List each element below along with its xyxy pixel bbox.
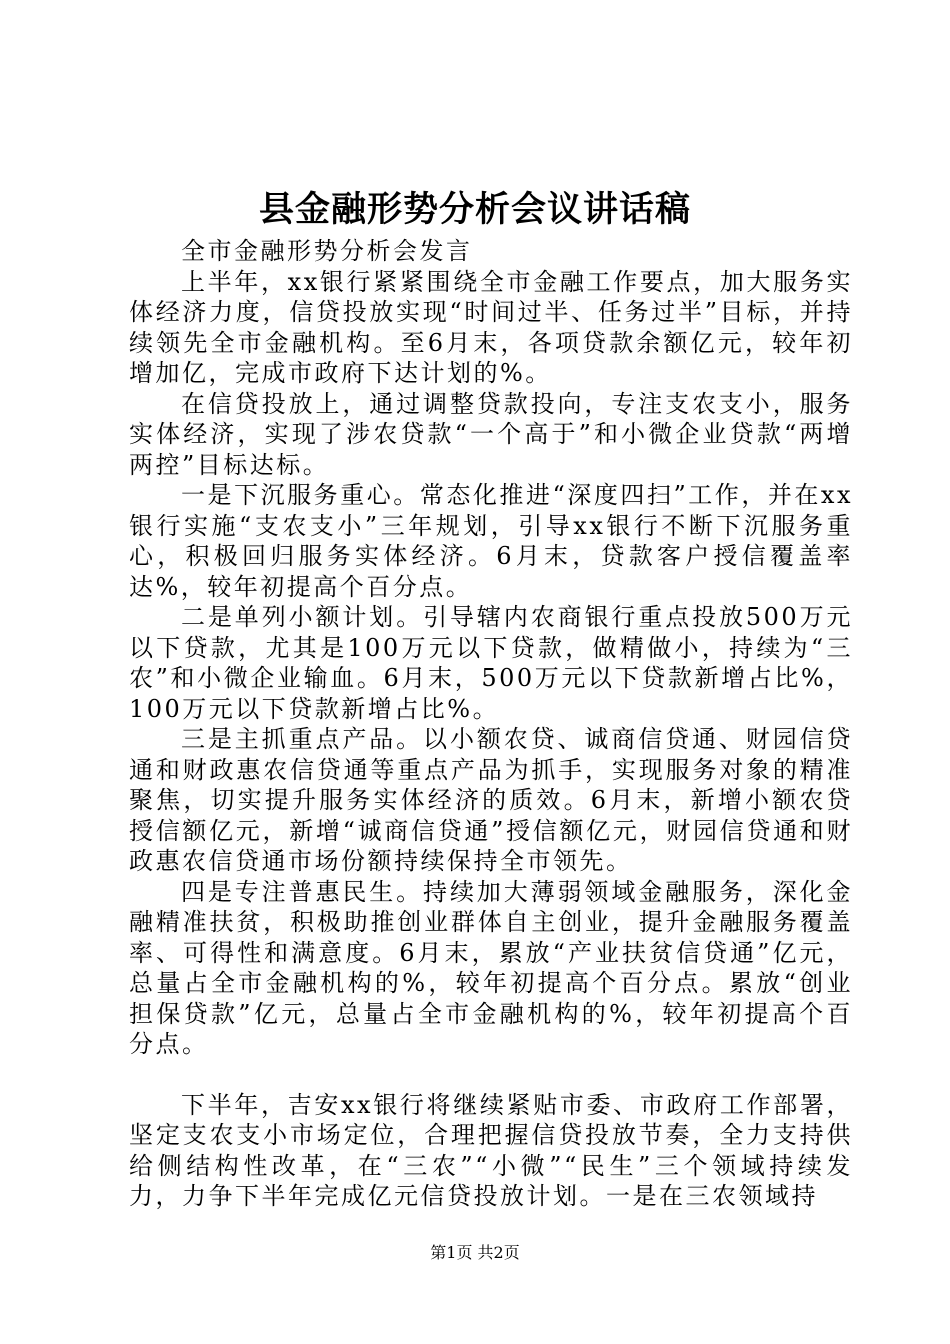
paragraph-credit-allocation: 在信贷投放上，通过调整贷款投向，专注支农支小，服务实体经济，实现了涉农贷款“一个高于”和小微企业贷款“两增两控”目标达标。 [129,389,853,479]
paragraph-point-four: 四是专注普惠民生。持续加大薄弱领域金融服务，深化金融精准扶贫，积极助推创业群体自主创业，提升金融服务覆盖率、可得性和满意度。6月末，累放“产业扶贫信贷通”亿元，总量占全市金融机构的%，较年初提高个百分点。累放“创业担保贷款”亿元，总量占全市金融机构的%，较年初提高个百分点。 [129,877,853,1058]
paragraph-point-three: 三是主抓重点产品。以小额农贷、诚商信贷通、财园信贷通和财政惠农信贷通等重点产品为抓手，实现服务对象的精准聚焦，切实提升服务实体经济的质效。6月末，新增小额农贷授信额亿元，新增“诚商信贷通”授信额亿元，财园信贷通和财政惠农信贷通市场份额持续保持全市领先。 [129,725,853,875]
paragraph-subtitle: 全市金融形势分析会发言 [181,237,473,265]
paragraph-point-two: 二是单列小额计划。引导辖内农商银行重点投放500万元以下贷款，尤其是100万元以下贷款，做精做小，持续为“三农”和小微企业输血。6月末，500万元以下贷款新增占比%，100万元以下贷款新增占比%。 [129,603,853,723]
document-body [129,236,853,1212]
paragraph-point-one: 一是下沉服务重心。常态化推进“深度四扫”工作，并在xx银行实施“支农支小”三年规划，引导xx银行不断下沉服务重心，积极回归服务实体经济。6月末，贷款客户授信覆盖率达%，较年初提高个百分点。 [129,481,853,601]
paragraph-second-half-plan: 下半年，吉安xx银行将继续紧贴市委、市政府工作部署，坚定支农支小市场定位，合理把握信贷投放节奏，全力支持供给侧结构性改革，在“三农”“小微”“民生”三个领域持续发力，力争下半年完成亿元信贷投放计划。一是在三农领域持 [129,1090,853,1210]
document-title: 县金融形势分析会议讲话稿 [258,189,691,230]
page-number: 第1页 共2页 [430,1243,520,1262]
paragraph-first-half-summary: 上半年，xx银行紧紧围绕全市金融工作要点，加大服务实体经济力度，信贷投放实现“时间过半、任务过半”目标，并持续领先全市金融机构。至6月末，各项贷款余额亿元，较年初增加亿，完成市政府下达计划的%。 [129,267,853,387]
